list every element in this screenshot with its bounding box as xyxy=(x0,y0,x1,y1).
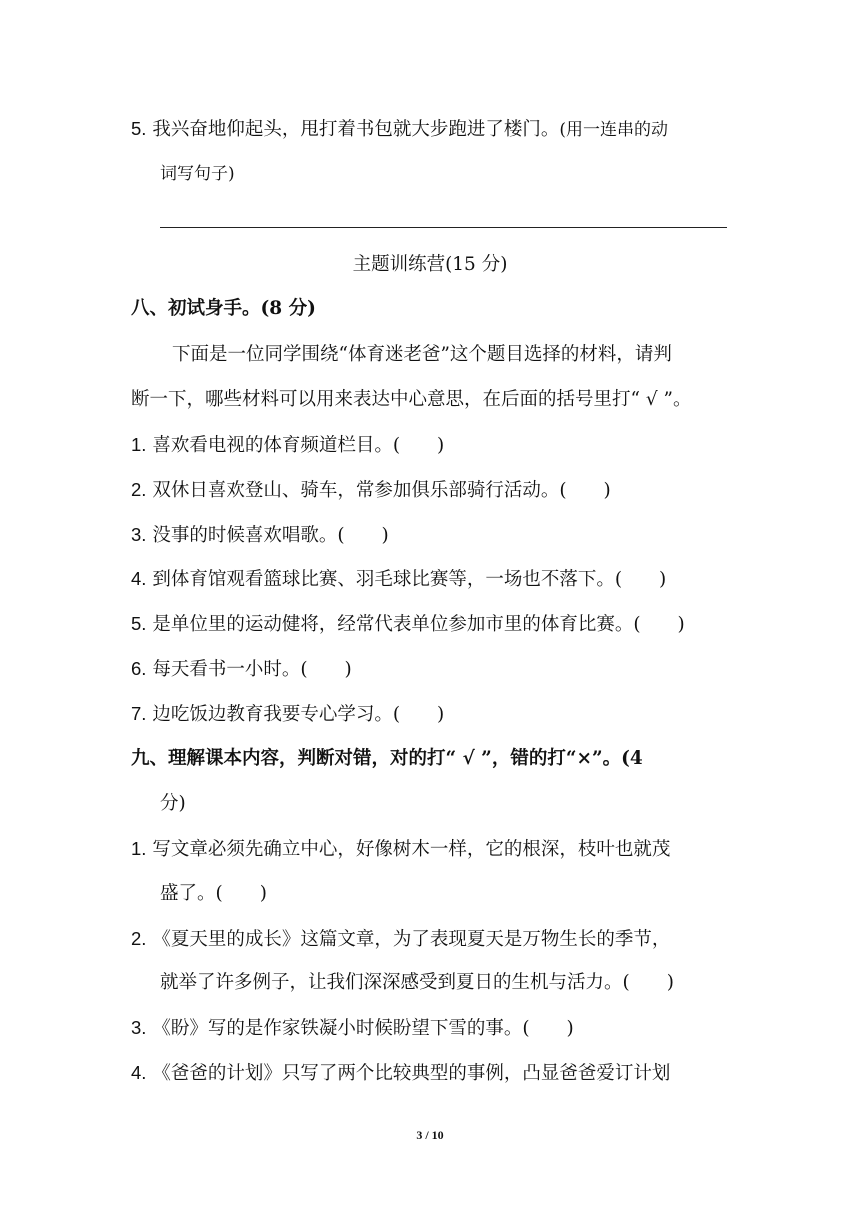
q9-item-number: 4. xyxy=(131,1062,147,1083)
q8-item-text: 边吃饭边教育我要专心学习。( ) xyxy=(152,704,445,725)
q8-item xyxy=(131,611,685,638)
q8-item xyxy=(131,566,666,593)
q8-item-text: 到体育馆观看篮球比赛、羽毛球比赛等，一场也不落下。( ) xyxy=(152,569,667,590)
q8-item xyxy=(131,477,611,504)
q9-item-text: 《盼》写的是作家铁凝小时候盼望下雪的事。( ) xyxy=(152,1018,574,1039)
q7-item5-hint-continued: 词写句子) xyxy=(160,164,235,184)
q8-intro-line2: 断一下，哪些材料可以用来表达中心意思，在后面的括号里打“ √ ”。 xyxy=(131,389,692,410)
q8-item-number: 7. xyxy=(131,703,147,724)
q9-item xyxy=(131,836,670,863)
q8-item-text: 每天看书一小时。( ) xyxy=(152,659,352,680)
q7-item5-text: 我兴奋地仰起头，甩打着书包就大步跑进了楼门。 xyxy=(152,119,560,140)
q9-item xyxy=(131,1015,574,1042)
q8-item xyxy=(131,656,352,683)
q7-item5-hint: (用一连串的动 xyxy=(559,120,668,140)
q8-item xyxy=(131,432,444,459)
q8-intro-line1: 下面是一位同学围绕“体育迷老爸”这个题目选择的材料，请判 xyxy=(172,344,672,365)
q9-item-continued: 就举了许多例子，让我们深深感受到夏日的生机与活力。( ) xyxy=(160,972,674,993)
q9-item-text: 《夏天里的成长》这篇文章，为了表现夏天是万物生长的季节， xyxy=(152,929,671,950)
q8-item-number: 6. xyxy=(131,658,147,679)
q7-item5 xyxy=(131,116,668,143)
q8-title: 八、初试身手。(8 分) xyxy=(131,298,316,319)
q8-item-number: 4. xyxy=(131,568,147,589)
q8-item-text: 没事的时候喜欢唱歌。( ) xyxy=(152,525,389,546)
q9-item-text: 《爸爸的计划》只写了两个比较典型的事例，凸显爸爸爱订计划 xyxy=(152,1063,671,1084)
q9-item xyxy=(131,1060,670,1087)
q9-item xyxy=(131,926,670,953)
q8-item xyxy=(131,701,444,728)
q8-item-number: 5. xyxy=(131,613,147,634)
q8-item-number: 1. xyxy=(131,434,147,455)
q8-item-text: 是单位里的运动健将，经常代表单位参加市里的体育比赛。( ) xyxy=(152,614,685,635)
section-title: 主题训练营(15 分) xyxy=(352,254,508,275)
answer-line xyxy=(160,227,727,228)
q9-item-text: 写文章必须先确立中心，好像树木一样，它的根深，枝叶也就茂 xyxy=(152,839,671,860)
q8-item-number: 3. xyxy=(131,524,147,545)
q9-item-number: 3. xyxy=(131,1017,147,1038)
q9-item-number: 2. xyxy=(131,928,147,949)
page-number: 3 / 10 xyxy=(416,1128,444,1142)
q7-item5-number: 5. xyxy=(131,118,147,139)
q8-item-text: 喜欢看电视的体育频道栏目。( ) xyxy=(152,435,445,456)
q8-item xyxy=(131,522,389,549)
q8-item-number: 2. xyxy=(131,479,147,500)
q9-title: 九、理解课本内容，判断对错，对的打“ √ ”，错的打“×”。(4 xyxy=(131,748,643,769)
q9-item-number: 1. xyxy=(131,838,147,859)
q9-item-continued: 盛了。( ) xyxy=(160,883,267,904)
q9-title-continued: 分) xyxy=(160,793,186,814)
q8-item-text: 双休日喜欢登山、骑车，常参加俱乐部骑行活动。( ) xyxy=(152,480,611,501)
